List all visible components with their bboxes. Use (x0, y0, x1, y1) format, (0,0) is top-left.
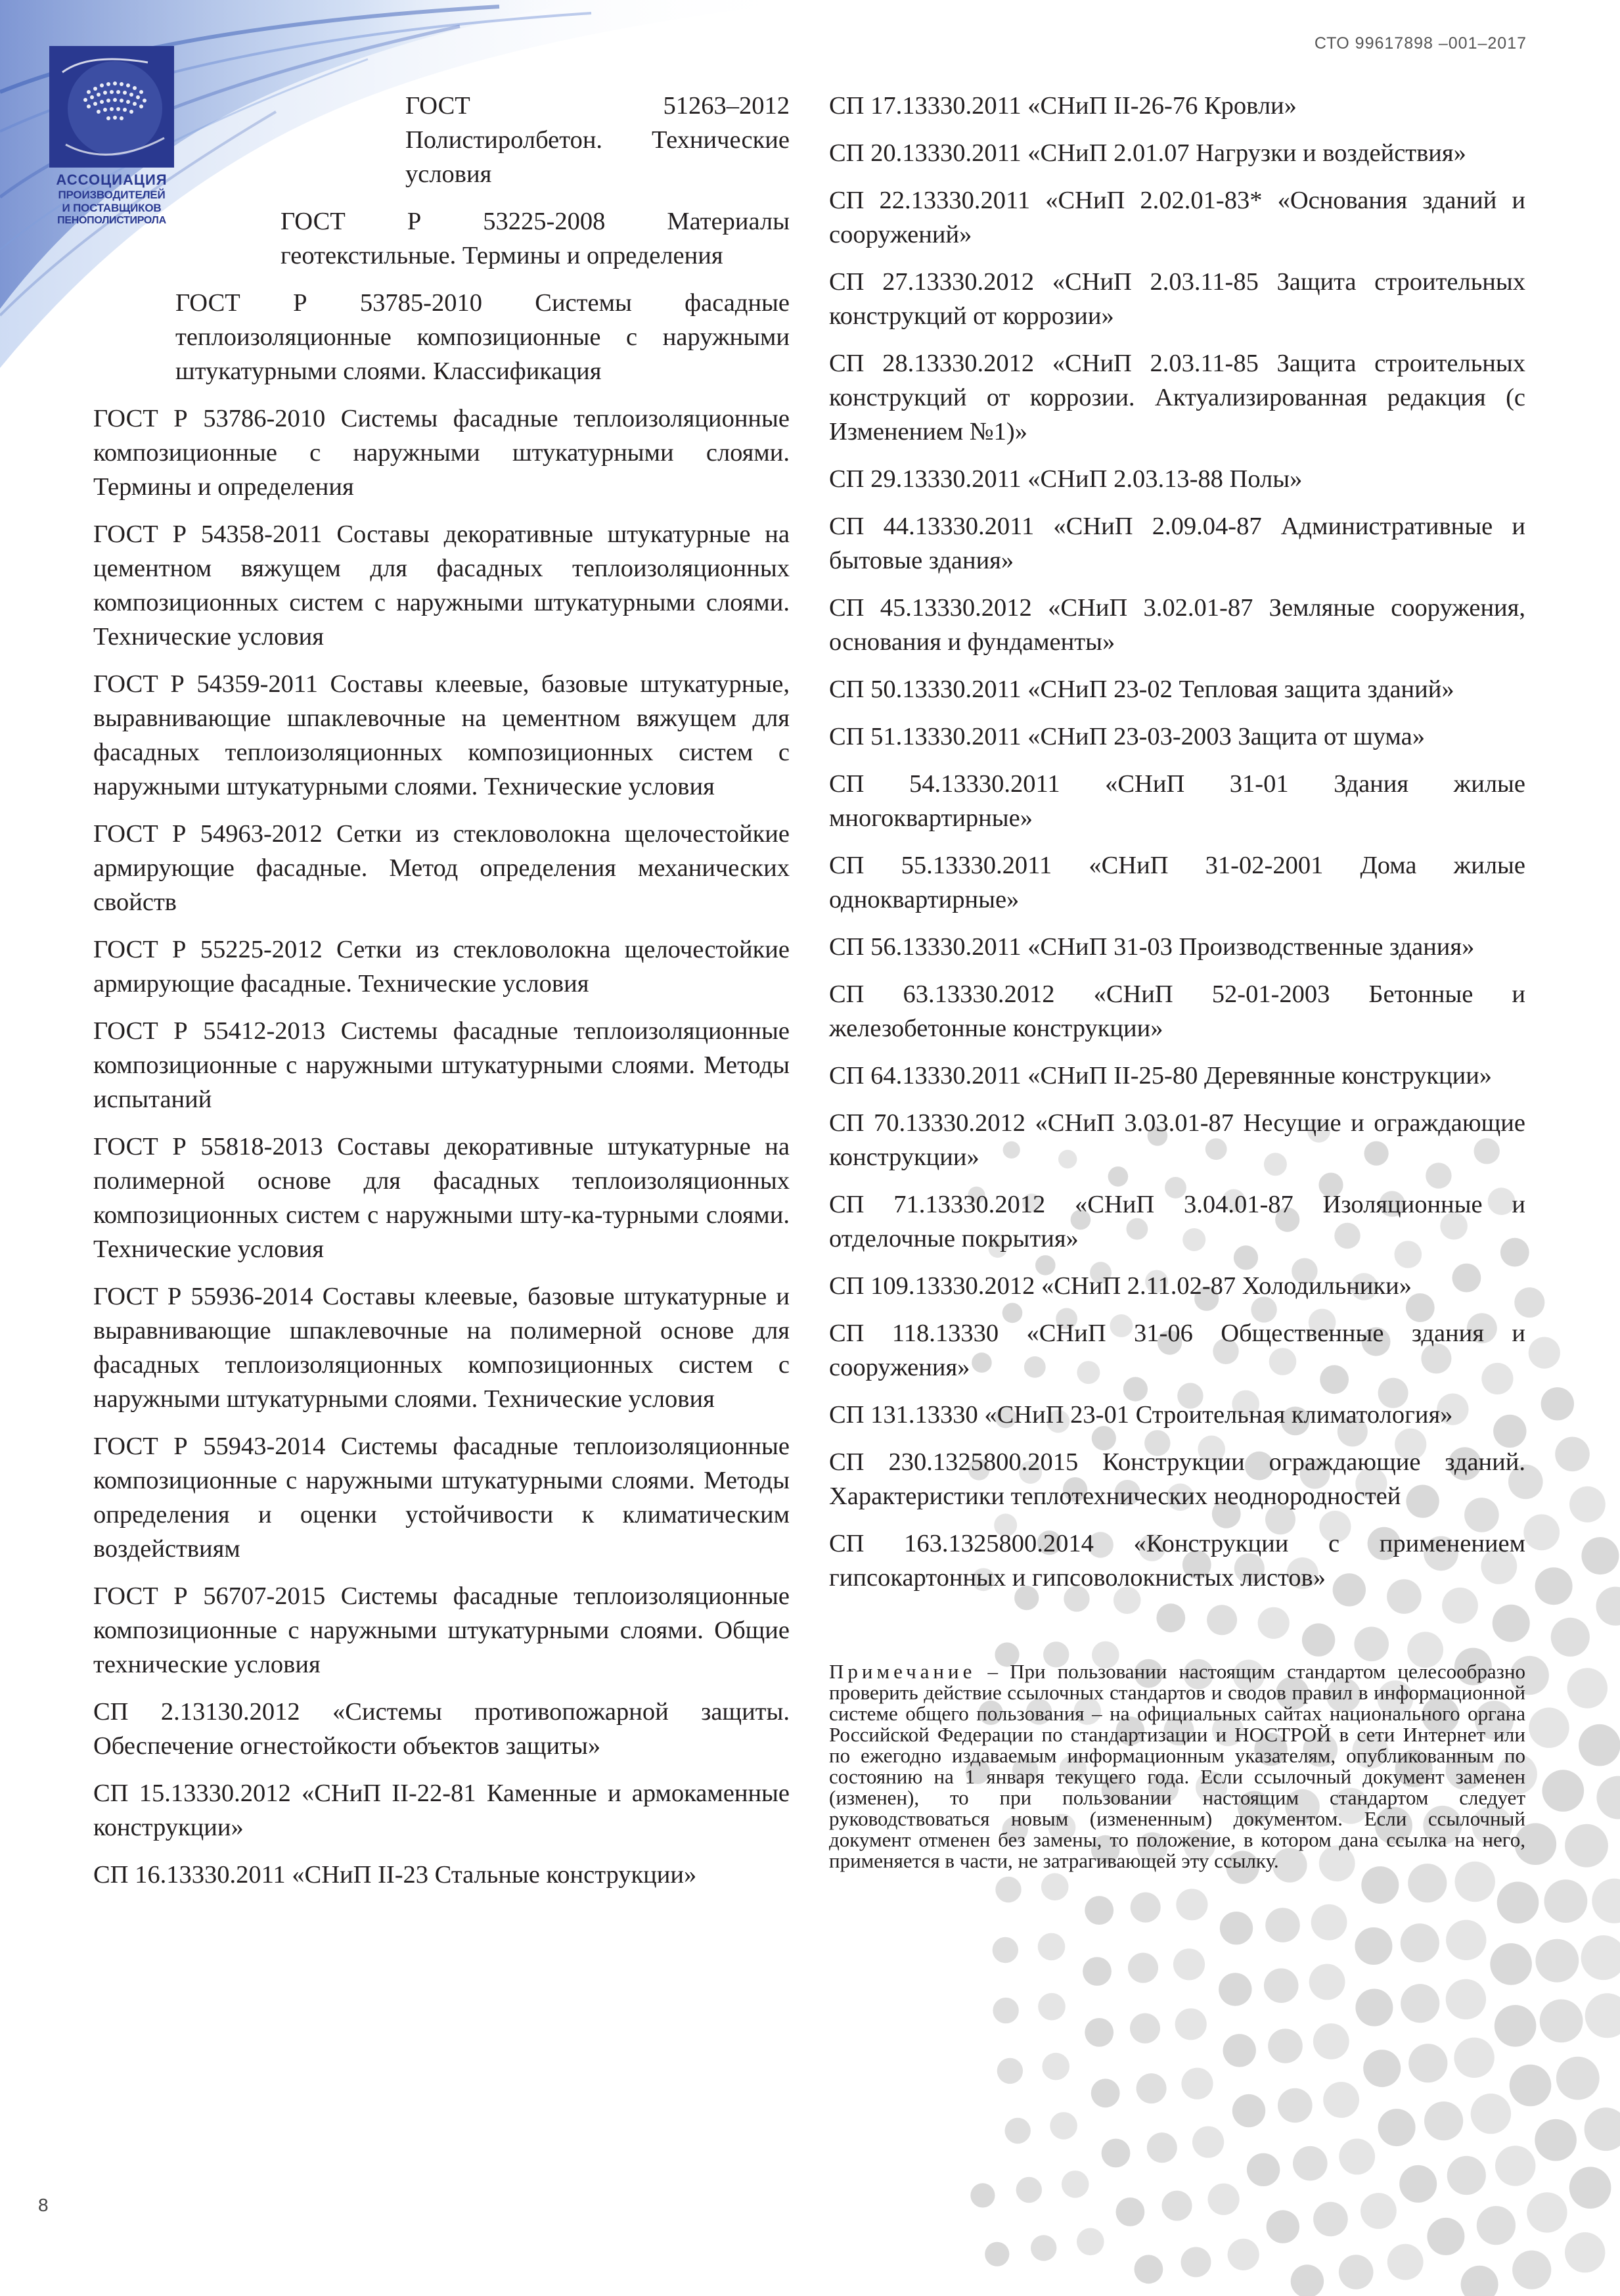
decorative-dot (993, 1937, 1018, 1963)
decorative-dot (1556, 2057, 1600, 2100)
decorative-dot (1147, 2132, 1177, 2163)
decorative-dot (1293, 2146, 1328, 2181)
decorative-dot (1354, 1627, 1389, 1662)
decorative-dot (1493, 1605, 1530, 1642)
decorative-dot (1339, 2139, 1375, 2175)
decorative-dot (1323, 2082, 1359, 2118)
reference-item: СП 17.13330.2011 «СНиП II-26-76 Кровли» (829, 92, 1297, 120)
decorative-dot (1424, 2101, 1463, 2140)
decorative-dot (1085, 2018, 1114, 2047)
decorative-dot (1313, 2202, 1348, 2237)
decorative-dot (1083, 1957, 1112, 1986)
decorative-dot (1042, 2053, 1069, 2080)
reference-item: ГОСТ Р 55818-2013 Составы декоративные штукатурные на полимерной основе для фасадных теплоизоляционных композиционных систем с наружными шту-ка-турными слоями. Технические условия (93, 1133, 790, 1263)
decorative-dot (1399, 2165, 1437, 2203)
decorative-dot (1565, 2232, 1605, 2272)
decorative-dot (1038, 1933, 1066, 1961)
reference-item: СП 163.1325800.2014 «Конструкции с применением гипсокартонных и гипсоволокнистых листов» (829, 1530, 1525, 1592)
decorative-dot (995, 1877, 1021, 1902)
decorative-dot (1569, 1486, 1606, 1523)
reference-item: ГОСТ Р 55412-2013 Системы фасадные теплоизоляционные композиционные с наружными штукатурными слоями. Методы испытаний (93, 1017, 790, 1113)
decorative-dot (1258, 1607, 1290, 1639)
decorative-dot (1542, 1770, 1585, 1812)
reference-item: ГОСТ 51263–2012 Полистиролбетон. Технические условия (405, 92, 790, 188)
decorative-dot (1567, 1668, 1608, 1708)
decorative-dot (1565, 1824, 1608, 1868)
decorative-dot (1579, 1724, 1620, 1766)
decorative-dot (1339, 2255, 1374, 2289)
reference-item: СП 55.13330.2011 «СНиП 31-02-2001 Дома жилые одноквартирные» (829, 852, 1525, 913)
decorative-dot (997, 2058, 1023, 2084)
decorative-dot (1291, 2264, 1324, 2296)
decorative-dot (1135, 2255, 1163, 2284)
decorative-dot (1085, 1896, 1114, 1925)
decorative-dot (1471, 2094, 1511, 2134)
decorative-dot (1529, 1708, 1569, 1748)
decorative-dot (1128, 1953, 1158, 1983)
decorative-dot (985, 2242, 1009, 2266)
reference-item: СП 50.13330.2011 «СНиП 23-02 Тепловая защита зданий» (829, 676, 1454, 703)
reference-item: СП 118.13330 «СНиП 31-06 Общественные здания и сооружения» (829, 1320, 1525, 1381)
decorative-dot (1408, 2044, 1447, 2082)
decorative-dot (1355, 1927, 1392, 1965)
decorative-dot (1461, 2266, 1498, 2296)
reference-item: СП 29.13330.2011 «СНиП 2.03.13-88 Полы» (829, 465, 1303, 493)
reference-item: СП 16.13330.2011 «СНиП II-23 Стальные конструкции» (93, 1861, 697, 1889)
decorative-dot (1523, 1514, 1560, 1550)
decorative-dot (1265, 1908, 1300, 1942)
reference-item: ГОСТ Р 55936-2014 Составы клеевые, базовые штукатурные и выравнивающие шпаклевочные на полимерной основе для фасадных теплоизоляционных композиционных систем с наружными штукатурными слоями. Технические условия (93, 1283, 790, 1413)
decorative-dot (1541, 1387, 1574, 1420)
decorative-dot (1131, 1893, 1161, 1923)
decorative-dot (1535, 1939, 1579, 1983)
decorative-dot (1223, 2034, 1256, 2067)
decorative-dot (1569, 2167, 1611, 2209)
reference-item: СП 51.13330.2011 «СНиП 23-03-2003 Защита от шума» (829, 723, 1425, 750)
logo-line-3: И ПОСТАВЩИКОВ (62, 202, 162, 214)
decorative-dot (1495, 2005, 1537, 2047)
decorative-dot (1527, 2192, 1567, 2232)
reference-item: СП 20.13330.2011 «СНиП 2.01.07 Нагрузки и воздействия» (829, 139, 1466, 167)
decorative-dot (1005, 2118, 1031, 2144)
document-code: СТО 99617898 –001–2017 (1314, 34, 1527, 53)
decorative-dot (1267, 2210, 1299, 2243)
decorative-dot (1062, 2170, 1089, 2198)
decorative-dot (1130, 2013, 1160, 2044)
note-text: – При пользовании настоящим стандартом целесообразно проверить действие ссылочных стандартов и сводов правил в информационной системе общего пользования – на официальных сайтах национального органа Российской Федерации по стандартизации и НОСТРОЙ в сети Интернет или по ежегодно издаваемым информационным указателям, опубликованным по состоянию на 1 января текущего года. Если ссылочный документ заменен (изменен), то при пользовании настоящим стандартом следует руководствоваться новым (измененным) документом. Если ссылочный документ отменен без замены, то положение, в котором дана ссылка на него, применяется в части, не затрагивающей эту ссылку. (829, 1660, 1525, 1872)
decorative-dot (1544, 1879, 1588, 1923)
decorative-dot (1529, 1337, 1560, 1369)
logo-line-1: АССОЦИАЦИЯ (56, 172, 168, 188)
decorative-dot (1247, 2153, 1280, 2186)
decorative-dot (1050, 2112, 1077, 2140)
decorative-dot (1540, 2000, 1583, 2043)
decorative-dot (1490, 1943, 1532, 1985)
reference-item: СП 2.13130.2012 «Системы противопожарной защиты. Обеспечение огнестойкости объектов защиты» (93, 1698, 790, 1760)
decorative-dot (1361, 2193, 1397, 2229)
decorative-dot (1264, 1968, 1299, 2003)
decorative-dot (1173, 1948, 1205, 1980)
reference-item: СП 63.13330.2012 «СНиП 52-01-2003 Бетонные и железобетонные конструкции» (829, 980, 1525, 1042)
decorative-dot (1555, 1437, 1590, 1472)
decorative-dot (1268, 2029, 1303, 2063)
reference-item: СП 22.13330.2011 «СНиП 2.02.01-83* «Основания зданий и сооружений» (829, 187, 1525, 248)
decorative-dot (1207, 1605, 1237, 1635)
decorative-dot (1427, 2218, 1464, 2255)
decorative-dot (1220, 1912, 1253, 1944)
decorative-dot (1228, 2239, 1259, 2270)
reference-item: СП 109.13330.2012 «СНиП 2.11.02-87 Холодильники» (829, 1272, 1412, 1300)
decorative-dot (1361, 1866, 1399, 1904)
reference-item: СП 70.13330.2012 «СНиП 3.03.01-87 Несущие и ограждающие конструкции» (829, 1109, 1525, 1171)
decorative-dot (1181, 2068, 1213, 2100)
reference-item: ГОСТ Р 54359-2011 Составы клеевые, базовые штукатурные, выравнивающие шпаклевочные на цементном вяжущем для фасадных теплоизоляционных композиционных систем с наружными штукатурными слоями. Технические условия (93, 670, 790, 800)
decorative-dot (1551, 1618, 1590, 1657)
reference-item: СП 27.13330.2012 «СНиП 2.03.11-85 Защита строительных конструкций от коррозии» (829, 268, 1525, 330)
reference-item: СП 44.13330.2011 «СНиП 2.09.04-87 Административные и бытовые здания» (829, 513, 1525, 574)
reference-item: ГОСТ Р 54963-2012 Сетки из стекловолокна щелочестойкие армирующие фасадные. Метод определения механических свойств (93, 820, 790, 916)
reference-item: СП 71.13330.2012 «СНиП 3.04.01-87 Изоляционные и отделочные покрытия» (829, 1191, 1525, 1252)
decorative-dot (1596, 1776, 1620, 1820)
reference-item: ГОСТ Р 53785-2010 Системы фасадные теплоизоляционные композиционные с наружными штукатурными слоями. Классификация (175, 289, 790, 385)
reference-item: ГОСТ Р 55225-2012 Сетки из стекловолокна щелочестойкие армирующие фасадные. Технические условия (93, 936, 790, 998)
decorative-dot (1454, 2038, 1494, 2078)
reference-item: ГОСТ Р 56707-2015 Системы фасадные теплоизоляционные композиционные с наружными штукатурными слоями. Общие технические условия (93, 1582, 790, 1678)
decorative-dot (1581, 1935, 1620, 1980)
decorative-dot (1313, 2023, 1349, 2059)
decorative-dot (1535, 2119, 1577, 2161)
decorative-dot (993, 1998, 1018, 2023)
decorative-dot (1016, 2177, 1042, 2203)
decorative-dot (1401, 1984, 1439, 2023)
reference-item: СП 15.13330.2012 «СНиП II-22-81 Каменные и армокаменные конструкции» (93, 1779, 790, 1841)
decorative-dot (1363, 2050, 1401, 2087)
reference-item: СП 28.13330.2012 «СНиП 2.03.11-85 Защита строительных конструкций от коррозии. Актуализированная редакция (с Изменением №1)» (829, 350, 1525, 446)
decorative-dot (1596, 1587, 1620, 1626)
logo-line-4: ПЕНОПОЛИСТИРОЛА (57, 215, 166, 226)
decorative-dot (1041, 1873, 1069, 1901)
reference-item: СП 230.1325800.2015 Конструкции ограждающие зданий. Характеристики теплотехнических неоднородностей (829, 1448, 1525, 1510)
decorative-dot (1309, 1964, 1345, 2000)
decorative-dot (1592, 1879, 1620, 1923)
decorative-dot (1077, 2228, 1104, 2256)
decorative-dot (1208, 2184, 1240, 2215)
decorative-dot (1162, 2191, 1192, 2221)
decorative-dot (1192, 2126, 1224, 2158)
reference-item: СП 64.13330.2011 «СНиП II-25-80 Деревянные конструкции» (829, 1062, 1493, 1090)
decorative-dot (1447, 2156, 1486, 2195)
logo-line-2: ПРОИЗВОДИТЕЛЕЙ (58, 189, 166, 201)
decorative-dot (1232, 2094, 1265, 2127)
decorative-dot (1446, 1920, 1486, 1960)
decorative-dot (1512, 2251, 1551, 2289)
note-paragraph (829, 1661, 1525, 1871)
decorative-dot (1175, 2008, 1207, 2040)
reference-item: СП 56.13330.2011 «СНиП 31-03 Производственные здания» (829, 933, 1475, 961)
decorative-dot (1091, 2078, 1120, 2107)
decorative-dot (1581, 1537, 1619, 1574)
page-number: 8 (38, 2195, 49, 2215)
references-right-column (829, 89, 1525, 1608)
decorative-dot (1181, 2247, 1211, 2277)
reference-item: ГОСТ Р 53786-2010 Системы фасадные теплоизоляционные композиционные с наружными штукатурными слоями. Термины и определения (93, 405, 790, 501)
decorative-dot (1116, 2197, 1145, 2226)
decorative-dot (1497, 1882, 1539, 1924)
decorative-dot (1585, 2107, 1620, 2151)
decorative-dot (1355, 1989, 1393, 2027)
decorative-dot (1102, 2139, 1131, 2168)
decorative-dot (1387, 2244, 1424, 2280)
decorative-dot (1378, 2109, 1416, 2146)
references-left-column (93, 89, 790, 1905)
reference-item: ГОСТ Р 55943-2014 Системы фасадные теплоизоляционные композиционные с наружными штукатурными слоями. Методы определения и оценки устойчивости к климатическим воздействиям (93, 1433, 790, 1563)
decorative-dot (1311, 1904, 1347, 1940)
decorative-dot (1302, 1623, 1335, 1656)
decorative-dot (1136, 2073, 1167, 2103)
decorative-dot (1176, 1889, 1207, 1920)
reference-item: ГОСТ Р 53225-2008 Материалы геотекстильные. Термины и определения (281, 208, 790, 269)
decorative-dot (1477, 2206, 1516, 2245)
reference-item: ГОСТ Р 54358-2011 Составы декоративные штукатурные на цементном вяжущем для фасадных теплоизоляционных композиционных систем с наружными штукатурными слоями. Технические условия (93, 520, 790, 651)
decorative-dot (970, 2183, 995, 2207)
reference-item: СП 45.13330.2012 «СНиП 3.02.01-87 Земляные сооружения, основания и фундаменты» (829, 594, 1525, 656)
decorative-dot (1446, 1979, 1486, 2019)
decorative-dot (1031, 2235, 1056, 2261)
decorative-dot (1278, 2088, 1313, 2123)
decorative-dot (1510, 2065, 1552, 2107)
note-label: Примечание (829, 1660, 976, 1683)
decorative-dot (1535, 1567, 1573, 1605)
reference-item: СП 131.13330 «СНиП 23-01 Строительная климатология» (829, 1401, 1453, 1429)
decorative-dot (1219, 1973, 1251, 2006)
decorative-dot (1038, 1993, 1066, 2021)
reference-item: СП 54.13330.2011 «СНиП 31-01 Здания жилые многоквартирные» (829, 770, 1525, 832)
decorative-dot (1401, 1923, 1439, 1962)
decorative-dot (1585, 1993, 1620, 2038)
decorative-dot (1495, 2146, 1535, 2186)
